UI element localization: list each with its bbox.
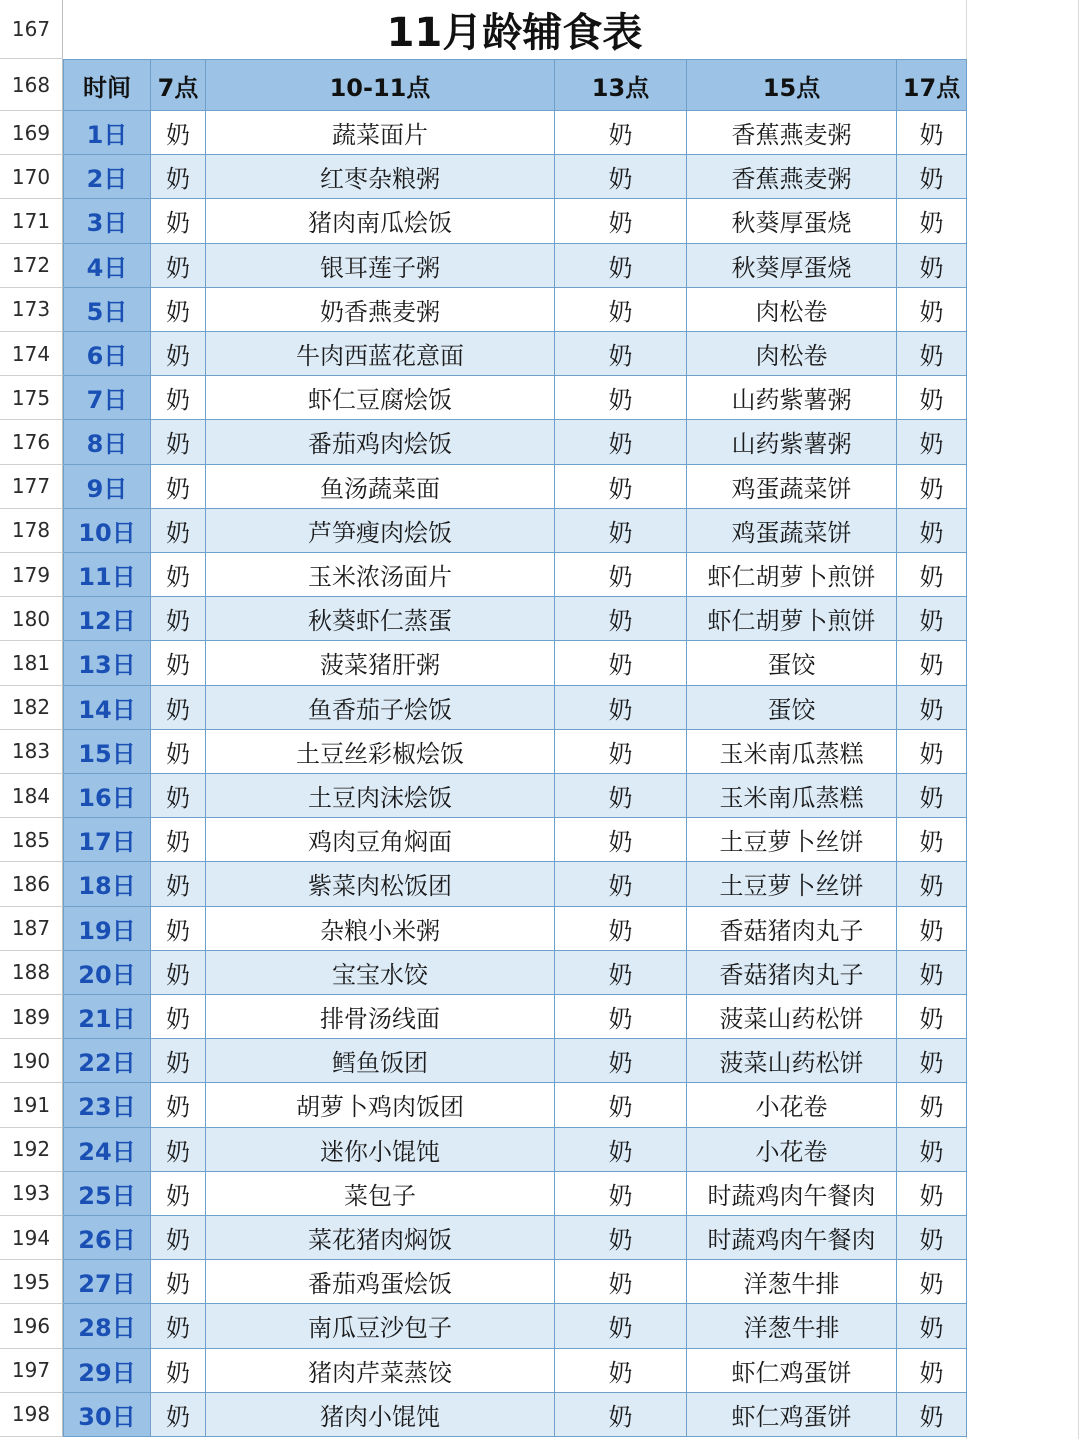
row-number[interactable]: 183 bbox=[0, 730, 63, 774]
cell-10-11[interactable]: 排骨汤线面 bbox=[206, 995, 555, 1039]
cell-13[interactable]: 奶 bbox=[555, 420, 687, 464]
cell-7[interactable]: 奶 bbox=[151, 1304, 206, 1348]
cell-7[interactable]: 奶 bbox=[151, 288, 206, 332]
cell-17[interactable]: 奶 bbox=[897, 818, 967, 862]
cell-7[interactable]: 奶 bbox=[151, 730, 206, 774]
cell-17[interactable]: 奶 bbox=[897, 244, 967, 288]
cell-15[interactable]: 秋葵厚蛋烧 bbox=[687, 244, 897, 288]
cell-10-11[interactable]: 牛肉西蓝花意面 bbox=[206, 332, 555, 376]
table-row bbox=[0, 420, 1080, 464]
row-number[interactable]: 185 bbox=[0, 818, 63, 862]
day-cell[interactable]: 30日 bbox=[63, 1393, 151, 1437]
cell-10-11[interactable]: 菜花猪肉焖饭 bbox=[206, 1216, 555, 1260]
cell-10-11[interactable]: 鱼香茄子烩饭 bbox=[206, 686, 555, 730]
cell-15[interactable]: 虾仁鸡蛋饼 bbox=[687, 1393, 897, 1437]
day-cell[interactable]: 18日 bbox=[63, 862, 151, 906]
cell-13[interactable]: 奶 bbox=[555, 244, 687, 288]
row-number[interactable]: 176 bbox=[0, 420, 63, 464]
cell-15[interactable]: 香菇猪肉丸子 bbox=[687, 907, 897, 951]
cell-15[interactable]: 肉松卷 bbox=[687, 288, 897, 332]
cell-15[interactable]: 洋葱牛排 bbox=[687, 1260, 897, 1304]
row-number[interactable]: 170 bbox=[0, 155, 63, 199]
table-row bbox=[0, 774, 1080, 818]
cell-15[interactable]: 玉米南瓜蒸糕 bbox=[687, 730, 897, 774]
day-cell[interactable]: 23日 bbox=[63, 1083, 151, 1127]
cell-13[interactable]: 奶 bbox=[555, 641, 687, 685]
row-number[interactable]: 186 bbox=[0, 862, 63, 906]
cell-10-11[interactable]: 土豆丝彩椒烩饭 bbox=[206, 730, 555, 774]
day-cell[interactable]: 9日 bbox=[63, 465, 151, 509]
cell-7[interactable]: 奶 bbox=[151, 111, 206, 155]
cell-7[interactable]: 奶 bbox=[151, 376, 206, 420]
cell-15[interactable]: 香菇猪肉丸子 bbox=[687, 951, 897, 995]
cell-17[interactable]: 奶 bbox=[897, 1304, 967, 1348]
cell-10-11[interactable]: 土豆肉沫烩饭 bbox=[206, 774, 555, 818]
cell-13[interactable]: 奶 bbox=[555, 862, 687, 906]
cell-7[interactable]: 奶 bbox=[151, 199, 206, 243]
cell-13[interactable]: 奶 bbox=[555, 553, 687, 597]
table-row bbox=[0, 111, 1080, 155]
cell-15[interactable]: 土豆萝卜丝饼 bbox=[687, 818, 897, 862]
cell-10-11[interactable]: 猪肉南瓜烩饭 bbox=[206, 199, 555, 243]
row-number[interactable]: 198 bbox=[0, 1393, 63, 1437]
row-number[interactable]: 189 bbox=[0, 995, 63, 1039]
day-cell[interactable]: 12日 bbox=[63, 597, 151, 641]
row-number[interactable]: 196 bbox=[0, 1304, 63, 1348]
row-number[interactable]: 192 bbox=[0, 1128, 63, 1172]
cell-13[interactable]: 奶 bbox=[555, 1128, 687, 1172]
day-cell[interactable]: 20日 bbox=[63, 951, 151, 995]
cell-10-11[interactable]: 番茄鸡蛋烩饭 bbox=[206, 1260, 555, 1304]
table-row bbox=[0, 1039, 1080, 1083]
cell-7[interactable]: 奶 bbox=[151, 420, 206, 464]
row-number[interactable]: 182 bbox=[0, 686, 63, 730]
cell-17[interactable]: 奶 bbox=[897, 774, 967, 818]
table-row bbox=[0, 199, 1080, 243]
table-row bbox=[0, 155, 1080, 199]
row-number[interactable]: 184 bbox=[0, 774, 63, 818]
row-number[interactable]: 168 bbox=[0, 59, 63, 111]
cell-7[interactable]: 奶 bbox=[151, 862, 206, 906]
cell-13[interactable]: 奶 bbox=[555, 1349, 687, 1393]
row-number[interactable]: 175 bbox=[0, 376, 63, 420]
cell-10-11[interactable]: 番茄鸡肉烩饭 bbox=[206, 420, 555, 464]
row-number[interactable]: 179 bbox=[0, 553, 63, 597]
cell-17[interactable]: 奶 bbox=[897, 686, 967, 730]
table-row bbox=[0, 509, 1080, 553]
cell-7[interactable]: 奶 bbox=[151, 774, 206, 818]
cell-17[interactable]: 奶 bbox=[897, 332, 967, 376]
cell-7[interactable]: 奶 bbox=[151, 1128, 206, 1172]
row-number[interactable]: 191 bbox=[0, 1083, 63, 1127]
cell-10-11[interactable]: 银耳莲子粥 bbox=[206, 244, 555, 288]
cell-7[interactable]: 奶 bbox=[151, 553, 206, 597]
table-row bbox=[0, 907, 1080, 951]
day-cell[interactable]: 19日 bbox=[63, 907, 151, 951]
cell-13[interactable]: 奶 bbox=[555, 1216, 687, 1260]
cell-17[interactable]: 奶 bbox=[897, 420, 967, 464]
day-cell[interactable]: 4日 bbox=[63, 244, 151, 288]
cell-13[interactable]: 奶 bbox=[555, 818, 687, 862]
table-row bbox=[0, 244, 1080, 288]
day-cell[interactable]: 25日 bbox=[63, 1172, 151, 1216]
day-cell[interactable]: 3日 bbox=[63, 199, 151, 243]
cell-17[interactable]: 奶 bbox=[897, 995, 967, 1039]
cell-7[interactable]: 奶 bbox=[151, 465, 206, 509]
cell-15[interactable]: 虾仁胡萝卜煎饼 bbox=[687, 597, 897, 641]
cell-7[interactable]: 奶 bbox=[151, 686, 206, 730]
cell-7[interactable]: 奶 bbox=[151, 1393, 206, 1437]
row-number[interactable]: 188 bbox=[0, 951, 63, 995]
day-cell[interactable]: 26日 bbox=[63, 1216, 151, 1260]
day-cell[interactable]: 28日 bbox=[63, 1304, 151, 1348]
table-row bbox=[0, 1083, 1080, 1127]
cell-10-11[interactable]: 南瓜豆沙包子 bbox=[206, 1304, 555, 1348]
cell-15[interactable]: 玉米南瓜蒸糕 bbox=[687, 774, 897, 818]
cell-10-11[interactable]: 胡萝卜鸡肉饭团 bbox=[206, 1083, 555, 1127]
cell-15[interactable]: 肉松卷 bbox=[687, 332, 897, 376]
row-number[interactable]: 174 bbox=[0, 332, 63, 376]
table-row bbox=[0, 1349, 1080, 1393]
cell-13[interactable]: 奶 bbox=[555, 111, 687, 155]
title-row bbox=[0, 0, 1080, 59]
cell-17[interactable]: 奶 bbox=[897, 553, 967, 597]
cell-7[interactable]: 奶 bbox=[151, 1083, 206, 1127]
cell-10-11[interactable]: 杂粮小米粥 bbox=[206, 907, 555, 951]
day-cell[interactable]: 13日 bbox=[63, 641, 151, 685]
cell-7[interactable]: 奶 bbox=[151, 155, 206, 199]
cell-15[interactable]: 鸡蛋蔬菜饼 bbox=[687, 509, 897, 553]
day-cell[interactable]: 5日 bbox=[63, 288, 151, 332]
cell-15[interactable]: 香蕉燕麦粥 bbox=[687, 155, 897, 199]
cell-13[interactable]: 奶 bbox=[555, 730, 687, 774]
cell-7[interactable]: 奶 bbox=[151, 509, 206, 553]
day-cell[interactable]: 7日 bbox=[63, 376, 151, 420]
cell-13[interactable]: 奶 bbox=[555, 597, 687, 641]
table-row bbox=[0, 1304, 1080, 1348]
day-cell[interactable]: 24日 bbox=[63, 1128, 151, 1172]
day-cell[interactable]: 16日 bbox=[63, 774, 151, 818]
cell-13[interactable]: 奶 bbox=[555, 995, 687, 1039]
cell-17[interactable]: 奶 bbox=[897, 288, 967, 332]
table-row bbox=[0, 641, 1080, 685]
cell-10-11[interactable]: 猪肉芹菜蒸饺 bbox=[206, 1349, 555, 1393]
day-cell[interactable]: 29日 bbox=[63, 1349, 151, 1393]
day-cell[interactable]: 15日 bbox=[63, 730, 151, 774]
cell-10-11[interactable]: 鱼汤蔬菜面 bbox=[206, 465, 555, 509]
table-row bbox=[0, 1216, 1080, 1260]
cell-15[interactable]: 香蕉燕麦粥 bbox=[687, 111, 897, 155]
cell-15[interactable]: 蛋饺 bbox=[687, 641, 897, 685]
table-row bbox=[0, 1128, 1080, 1172]
row-number[interactable]: 178 bbox=[0, 509, 63, 553]
row-number[interactable]: 195 bbox=[0, 1260, 63, 1304]
row-number[interactable]: 172 bbox=[0, 244, 63, 288]
cell-13[interactable]: 奶 bbox=[555, 951, 687, 995]
cell-17[interactable]: 奶 bbox=[897, 951, 967, 995]
day-cell[interactable]: 11日 bbox=[63, 553, 151, 597]
cell-13[interactable]: 奶 bbox=[555, 332, 687, 376]
cell-17[interactable]: 奶 bbox=[897, 1128, 967, 1172]
cell-13[interactable]: 奶 bbox=[555, 288, 687, 332]
cell-15[interactable]: 菠菜山药松饼 bbox=[687, 1039, 897, 1083]
cell-7[interactable]: 奶 bbox=[151, 1216, 206, 1260]
cell-10-11[interactable]: 菜包子 bbox=[206, 1172, 555, 1216]
row-number[interactable]: 169 bbox=[0, 111, 63, 155]
row-number[interactable]: 187 bbox=[0, 907, 63, 951]
cell-13[interactable]: 奶 bbox=[555, 1172, 687, 1216]
row-number[interactable]: 190 bbox=[0, 1039, 63, 1083]
cell-10-11[interactable]: 猪肉小馄饨 bbox=[206, 1393, 555, 1437]
cell-7[interactable]: 奶 bbox=[151, 641, 206, 685]
day-cell[interactable]: 6日 bbox=[63, 332, 151, 376]
sheet-title[interactable]: 11月龄辅食表 bbox=[63, 0, 966, 60]
cell-10-11[interactable]: 红枣杂粮粥 bbox=[206, 155, 555, 199]
day-cell[interactable]: 10日 bbox=[63, 509, 151, 553]
cell-17[interactable]: 奶 bbox=[897, 111, 967, 155]
cell-7[interactable]: 奶 bbox=[151, 1039, 206, 1083]
cell-13[interactable]: 奶 bbox=[555, 509, 687, 553]
cell-15[interactable]: 山药紫薯粥 bbox=[687, 420, 897, 464]
header-7[interactable]: 7点 bbox=[151, 59, 206, 111]
cell-15[interactable]: 时蔬鸡肉午餐肉 bbox=[687, 1216, 897, 1260]
cell-13[interactable]: 奶 bbox=[555, 1039, 687, 1083]
cell-7[interactable]: 奶 bbox=[151, 597, 206, 641]
row-number[interactable]: 193 bbox=[0, 1172, 63, 1216]
table-row bbox=[0, 1172, 1080, 1216]
table-row bbox=[0, 1393, 1080, 1437]
row-number[interactable]: 194 bbox=[0, 1216, 63, 1260]
table-row bbox=[0, 376, 1080, 420]
cell-17[interactable]: 奶 bbox=[897, 376, 967, 420]
cell-13[interactable]: 奶 bbox=[555, 376, 687, 420]
cell-13[interactable]: 奶 bbox=[555, 155, 687, 199]
cell-15[interactable]: 洋葱牛排 bbox=[687, 1304, 897, 1348]
cell-15[interactable]: 秋葵厚蛋烧 bbox=[687, 199, 897, 243]
cell-17[interactable]: 奶 bbox=[897, 730, 967, 774]
table-row bbox=[0, 1260, 1080, 1304]
cell-13[interactable]: 奶 bbox=[555, 465, 687, 509]
row-number[interactable]: 180 bbox=[0, 597, 63, 641]
row-number[interactable]: 173 bbox=[0, 288, 63, 332]
cell-15[interactable]: 土豆萝卜丝饼 bbox=[687, 862, 897, 906]
cell-15[interactable]: 时蔬鸡肉午餐肉 bbox=[687, 1172, 897, 1216]
table-row bbox=[0, 465, 1080, 509]
cell-13[interactable]: 奶 bbox=[555, 199, 687, 243]
row-number[interactable]: 167 bbox=[0, 0, 63, 59]
cell-10-11[interactable]: 鸡肉豆角焖面 bbox=[206, 818, 555, 862]
table-row bbox=[0, 686, 1080, 730]
cell-10-11[interactable]: 蔬菜面片 bbox=[206, 111, 555, 155]
cell-7[interactable]: 奶 bbox=[151, 995, 206, 1039]
cell-17[interactable]: 奶 bbox=[897, 1172, 967, 1216]
day-cell[interactable]: 27日 bbox=[63, 1260, 151, 1304]
cell-7[interactable]: 奶 bbox=[151, 332, 206, 376]
cell-17[interactable]: 奶 bbox=[897, 1260, 967, 1304]
header-time[interactable]: 时间 bbox=[63, 59, 151, 111]
cell-10-11[interactable]: 虾仁豆腐烩饭 bbox=[206, 376, 555, 420]
cell-13[interactable]: 奶 bbox=[555, 1260, 687, 1304]
day-cell[interactable]: 22日 bbox=[63, 1039, 151, 1083]
cell-17[interactable]: 奶 bbox=[897, 1083, 967, 1127]
day-cell[interactable]: 17日 bbox=[63, 818, 151, 862]
header-17[interactable]: 17点 bbox=[897, 59, 967, 111]
cell-17[interactable]: 奶 bbox=[897, 509, 967, 553]
cell-17[interactable]: 奶 bbox=[897, 907, 967, 951]
table-row bbox=[0, 730, 1080, 774]
day-cell[interactable]: 2日 bbox=[63, 155, 151, 199]
header-13[interactable]: 13点 bbox=[555, 59, 687, 111]
cell-13[interactable]: 奶 bbox=[555, 774, 687, 818]
cell-17[interactable]: 奶 bbox=[897, 597, 967, 641]
table-row bbox=[0, 332, 1080, 376]
cell-10-11[interactable]: 芦笋瘦肉烩饭 bbox=[206, 509, 555, 553]
cell-15[interactable]: 菠菜山药松饼 bbox=[687, 995, 897, 1039]
cell-15[interactable]: 虾仁鸡蛋饼 bbox=[687, 1349, 897, 1393]
cell-10-11[interactable]: 玉米浓汤面片 bbox=[206, 553, 555, 597]
cell-7[interactable]: 奶 bbox=[151, 818, 206, 862]
cell-17[interactable]: 奶 bbox=[897, 862, 967, 906]
cell-15[interactable]: 鸡蛋蔬菜饼 bbox=[687, 465, 897, 509]
header-15[interactable]: 15点 bbox=[687, 59, 897, 111]
cell-10-11[interactable]: 迷你小馄饨 bbox=[206, 1128, 555, 1172]
cell-17[interactable]: 奶 bbox=[897, 1039, 967, 1083]
header-row bbox=[0, 59, 1080, 111]
cell-15[interactable]: 小花卷 bbox=[687, 1083, 897, 1127]
cell-7[interactable]: 奶 bbox=[151, 951, 206, 995]
day-cell[interactable]: 21日 bbox=[63, 995, 151, 1039]
table-row bbox=[0, 597, 1080, 641]
cell-15[interactable]: 小花卷 bbox=[687, 1128, 897, 1172]
cell-10-11[interactable]: 紫菜肉松饭团 bbox=[206, 862, 555, 906]
table-row bbox=[0, 951, 1080, 995]
day-cell[interactable]: 1日 bbox=[63, 111, 151, 155]
cell-7[interactable]: 奶 bbox=[151, 1349, 206, 1393]
cell-7[interactable]: 奶 bbox=[151, 1172, 206, 1216]
cell-17[interactable]: 奶 bbox=[897, 465, 967, 509]
cell-7[interactable]: 奶 bbox=[151, 1260, 206, 1304]
cell-17[interactable]: 奶 bbox=[897, 1216, 967, 1260]
header-10-11[interactable]: 10-11点 bbox=[206, 59, 555, 111]
table-row bbox=[0, 995, 1080, 1039]
cell-13[interactable]: 奶 bbox=[555, 686, 687, 730]
cell-17[interactable]: 奶 bbox=[897, 199, 967, 243]
cell-15[interactable]: 蛋饺 bbox=[687, 686, 897, 730]
day-cell[interactable]: 8日 bbox=[63, 420, 151, 464]
row-number[interactable]: 197 bbox=[0, 1349, 63, 1393]
table-row bbox=[0, 818, 1080, 862]
cell-10-11[interactable]: 宝宝水饺 bbox=[206, 951, 555, 995]
row-number[interactable]: 181 bbox=[0, 641, 63, 685]
cell-13[interactable]: 奶 bbox=[555, 1083, 687, 1127]
row-number[interactable]: 171 bbox=[0, 199, 63, 243]
cell-10-11[interactable]: 菠菜猪肝粥 bbox=[206, 641, 555, 685]
cell-13[interactable]: 奶 bbox=[555, 1304, 687, 1348]
cell-7[interactable]: 奶 bbox=[151, 244, 206, 288]
cell-15[interactable]: 虾仁胡萝卜煎饼 bbox=[687, 553, 897, 597]
table-row bbox=[0, 553, 1080, 597]
table-row bbox=[0, 862, 1080, 906]
cell-10-11[interactable]: 秋葵虾仁蒸蛋 bbox=[206, 597, 555, 641]
cell-17[interactable]: 奶 bbox=[897, 1349, 967, 1393]
cell-13[interactable]: 奶 bbox=[555, 1393, 687, 1437]
cell-17[interactable]: 奶 bbox=[897, 641, 967, 685]
cell-7[interactable]: 奶 bbox=[151, 907, 206, 951]
cell-10-11[interactable]: 鳕鱼饭团 bbox=[206, 1039, 555, 1083]
cell-13[interactable]: 奶 bbox=[555, 907, 687, 951]
cell-15[interactable]: 山药紫薯粥 bbox=[687, 376, 897, 420]
cell-17[interactable]: 奶 bbox=[897, 1393, 967, 1437]
table-row bbox=[0, 288, 1080, 332]
cell-10-11[interactable]: 奶香燕麦粥 bbox=[206, 288, 555, 332]
day-cell[interactable]: 14日 bbox=[63, 686, 151, 730]
row-number[interactable]: 177 bbox=[0, 465, 63, 509]
cell-17[interactable]: 奶 bbox=[897, 155, 967, 199]
